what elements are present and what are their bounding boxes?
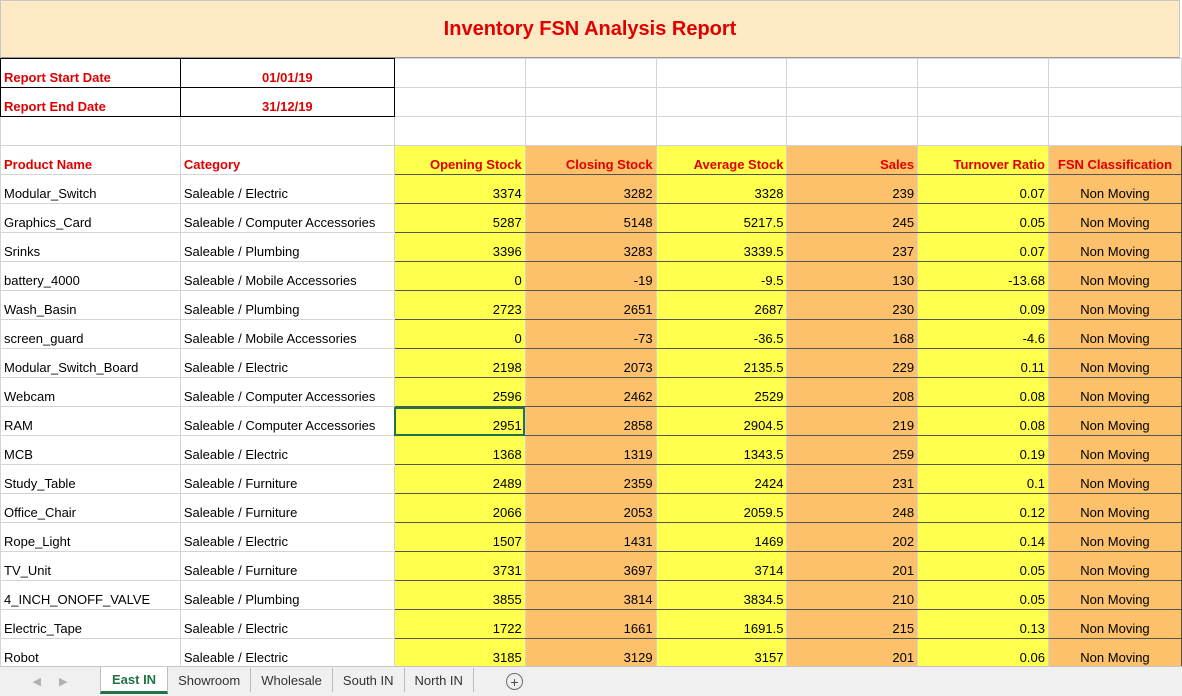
sheet-tab-bar: [0, 666, 1182, 696]
header-fsn-classification[interactable]: FSN Classification: [1048, 146, 1181, 175]
closing-stock-cell[interactable]: 3697: [525, 552, 656, 581]
report-title-cell[interactable]: [0, 0, 1180, 58]
scroll-left-icon[interactable]: ◀: [32, 676, 41, 688]
product-name-cell[interactable]: Office_Chair: [1, 494, 181, 523]
closing-stock-cell[interactable]: 2651: [525, 291, 656, 320]
opening-stock-cell[interactable]: 3731: [394, 552, 525, 581]
closing-stock-cell[interactable]: 1319: [525, 436, 656, 465]
header-product-name[interactable]: Product Name: [1, 146, 181, 175]
empty-cell[interactable]: [394, 59, 525, 88]
average-stock-cell[interactable]: 3157: [656, 639, 787, 667]
closing-stock-cell[interactable]: -73: [525, 320, 656, 349]
turnover-ratio-cell[interactable]: 0.06: [918, 639, 1049, 667]
opening-stock-cell[interactable]: 3185: [394, 639, 525, 667]
empty-cell[interactable]: [1048, 117, 1181, 146]
product-name-cell[interactable]: MCB: [1, 436, 181, 465]
table-row: [1, 494, 1182, 523]
table-row: [1, 175, 1182, 204]
table-row: [1, 523, 1182, 552]
average-stock-cell[interactable]: 2904.5: [656, 407, 787, 436]
sheet-tab-north-in[interactable]: North IN: [405, 668, 474, 692]
opening-stock-cell[interactable]: 3396: [394, 233, 525, 262]
sales-cell[interactable]: 245: [787, 204, 918, 233]
header-category[interactable]: Category: [180, 146, 394, 175]
empty-cell[interactable]: [394, 117, 525, 146]
sales-cell[interactable]: 219: [787, 407, 918, 436]
empty-cell[interactable]: [918, 59, 1049, 88]
table-row: [1, 233, 1182, 262]
average-stock-cell[interactable]: 1691.5: [656, 610, 787, 639]
average-stock-cell[interactable]: 3714: [656, 552, 787, 581]
closing-stock-cell[interactable]: 2053: [525, 494, 656, 523]
product-name-cell[interactable]: 4_INCH_ONOFF_VALVE: [1, 581, 181, 610]
opening-stock-cell[interactable]: 1368: [394, 436, 525, 465]
empty-cell[interactable]: [1, 117, 181, 146]
sales-cell[interactable]: 201: [787, 639, 918, 667]
header-average-stock[interactable]: Average Stock: [656, 146, 787, 175]
turnover-ratio-cell[interactable]: -4.6: [918, 320, 1049, 349]
sales-cell[interactable]: 237: [787, 233, 918, 262]
table-row: [1, 204, 1182, 233]
fsn-classification-cell[interactable]: Non Moving: [1048, 204, 1181, 233]
fsn-classification-cell[interactable]: Non Moving: [1048, 378, 1181, 407]
turnover-ratio-cell[interactable]: 0.13: [918, 610, 1049, 639]
report-end-value[interactable]: 31/12/19: [180, 88, 394, 117]
average-stock-cell[interactable]: 2687: [656, 291, 787, 320]
turnover-ratio-cell[interactable]: 0.05: [918, 204, 1049, 233]
table-row: [1, 639, 1182, 667]
turnover-ratio-cell[interactable]: 0.05: [918, 581, 1049, 610]
fsn-classification-cell[interactable]: Non Moving: [1048, 349, 1181, 378]
sheet-tab-east-in[interactable]: East IN: [100, 667, 168, 694]
category-cell[interactable]: Saleable / Electric: [180, 610, 394, 639]
product-name-cell[interactable]: screen_guard: [1, 320, 181, 349]
opening-stock-cell[interactable]: 3855: [394, 581, 525, 610]
report-start-label[interactable]: Report Start Date: [1, 59, 181, 88]
fsn-classification-cell[interactable]: Non Moving: [1048, 465, 1181, 494]
opening-stock-cell[interactable]: 2198: [394, 349, 525, 378]
empty-cell[interactable]: [1048, 88, 1181, 117]
opening-stock-cell[interactable]: 2723: [394, 291, 525, 320]
closing-stock-cell[interactable]: 2073: [525, 349, 656, 378]
closing-stock-cell[interactable]: 2359: [525, 465, 656, 494]
empty-cell[interactable]: [918, 88, 1049, 117]
closing-stock-cell[interactable]: 1661: [525, 610, 656, 639]
fsn-classification-cell[interactable]: Non Moving: [1048, 610, 1181, 639]
product-name-cell[interactable]: Modular_Switch: [1, 175, 181, 204]
average-stock-cell[interactable]: 2529: [656, 378, 787, 407]
fsn-classification-cell[interactable]: Non Moving: [1048, 436, 1181, 465]
closing-stock-cell[interactable]: 3814: [525, 581, 656, 610]
table-row: [1, 320, 1182, 349]
average-stock-cell[interactable]: 3328: [656, 175, 787, 204]
average-stock-cell[interactable]: 2135.5: [656, 349, 787, 378]
closing-stock-cell[interactable]: 1431: [525, 523, 656, 552]
empty-cell[interactable]: [525, 117, 656, 146]
turnover-ratio-cell[interactable]: 0.12: [918, 494, 1049, 523]
sheet-tab-south-in[interactable]: South IN: [333, 668, 405, 692]
category-cell[interactable]: Saleable / Electric: [180, 436, 394, 465]
category-cell[interactable]: Saleable / Plumbing: [180, 291, 394, 320]
fsn-classification-cell[interactable]: Non Moving: [1048, 262, 1181, 291]
closing-stock-cell[interactable]: -19: [525, 262, 656, 291]
table-row: [1, 407, 1182, 436]
turnover-ratio-cell[interactable]: 0.19: [918, 436, 1049, 465]
product-name-cell[interactable]: Modular_Switch_Board: [1, 349, 181, 378]
category-cell[interactable]: Saleable / Plumbing: [180, 581, 394, 610]
average-stock-cell[interactable]: -9.5: [656, 262, 787, 291]
category-cell[interactable]: Saleable / Computer Accessories: [180, 407, 394, 436]
empty-cell[interactable]: [656, 59, 787, 88]
fsn-classification-cell[interactable]: Non Moving: [1048, 552, 1181, 581]
turnover-ratio-cell[interactable]: 0.09: [918, 291, 1049, 320]
sales-cell[interactable]: 231: [787, 465, 918, 494]
fsn-classification-cell[interactable]: Non Moving: [1048, 175, 1181, 204]
average-stock-cell[interactable]: -36.5: [656, 320, 787, 349]
closing-stock-cell[interactable]: 2462: [525, 378, 656, 407]
fsn-classification-cell[interactable]: Non Moving: [1048, 523, 1181, 552]
header-opening-stock[interactable]: Opening Stock: [394, 146, 525, 175]
fsn-classification-cell[interactable]: Non Moving: [1048, 320, 1181, 349]
opening-stock-cell[interactable]: 0: [394, 320, 525, 349]
turnover-ratio-cell[interactable]: -13.68: [918, 262, 1049, 291]
header-turnover-ratio[interactable]: Turnover Ratio: [918, 146, 1049, 175]
empty-cell[interactable]: [394, 88, 525, 117]
fsn-classification-cell[interactable]: Non Moving: [1048, 233, 1181, 262]
turnover-ratio-cell[interactable]: 0.07: [918, 233, 1049, 262]
empty-cell[interactable]: [525, 88, 656, 117]
turnover-ratio-cell[interactable]: 0.11: [918, 349, 1049, 378]
report-title: Inventory FSN Analysis Report: [443, 17, 737, 40]
sales-cell[interactable]: 229: [787, 349, 918, 378]
category-cell[interactable]: Saleable / Computer Accessories: [180, 378, 394, 407]
sales-cell[interactable]: 201: [787, 552, 918, 581]
opening-stock-cell[interactable]: 1722: [394, 610, 525, 639]
average-stock-cell[interactable]: 3339.5: [656, 233, 787, 262]
category-cell[interactable]: Saleable / Furniture: [180, 494, 394, 523]
empty-cell[interactable]: [180, 117, 394, 146]
sales-cell[interactable]: 208: [787, 378, 918, 407]
table-row: [1, 610, 1182, 639]
turnover-ratio-cell[interactable]: 0.08: [918, 407, 1049, 436]
sales-cell[interactable]: 130: [787, 262, 918, 291]
empty-cell[interactable]: [525, 59, 656, 88]
table-row: [1, 552, 1182, 581]
product-name-cell[interactable]: RAM: [1, 407, 181, 436]
category-cell[interactable]: Saleable / Electric: [180, 523, 394, 552]
product-name-cell[interactable]: Study_Table: [1, 465, 181, 494]
empty-cell[interactable]: [787, 88, 918, 117]
report-end-label[interactable]: Report End Date: [1, 88, 181, 117]
sales-cell[interactable]: 215: [787, 610, 918, 639]
turnover-ratio-cell[interactable]: 0.1: [918, 465, 1049, 494]
average-stock-cell[interactable]: 2059.5: [656, 494, 787, 523]
opening-stock-cell[interactable]: 3374: [394, 175, 525, 204]
sheet-tabs: [100, 667, 474, 696]
table-row: [1, 436, 1182, 465]
turnover-ratio-cell[interactable]: 0.07: [918, 175, 1049, 204]
turnover-ratio-cell[interactable]: 0.05: [918, 552, 1049, 581]
product-name-cell[interactable]: Srinks: [1, 233, 181, 262]
fsn-classification-cell[interactable]: Non Moving: [1048, 291, 1181, 320]
table-row: [1, 349, 1182, 378]
report-grid[interactable]: [0, 58, 1182, 666]
fsn-classification-cell[interactable]: Non Moving: [1048, 639, 1181, 667]
category-cell[interactable]: Saleable / Mobile Accessories: [180, 262, 394, 291]
category-cell[interactable]: Saleable / Mobile Accessories: [180, 320, 394, 349]
closing-stock-cell[interactable]: 3129: [525, 639, 656, 667]
table-row: [1, 291, 1182, 320]
column-header-row: [1, 146, 1182, 175]
empty-cell[interactable]: [656, 88, 787, 117]
report-start-value[interactable]: 01/01/19: [180, 59, 394, 88]
sheet-tab-showroom[interactable]: Showroom: [168, 668, 251, 692]
table-row: [1, 465, 1182, 494]
opening-stock-cell[interactable]: 2951: [394, 407, 525, 436]
product-name-cell[interactable]: TV_Unit: [1, 552, 181, 581]
sales-cell[interactable]: 168: [787, 320, 918, 349]
sheet-nav: [0, 667, 100, 696]
sheet-tab-wholesale[interactable]: Wholesale: [251, 668, 333, 692]
category-cell[interactable]: Saleable / Furniture: [180, 465, 394, 494]
fsn-classification-cell[interactable]: Non Moving: [1048, 407, 1181, 436]
fsn-classification-cell[interactable]: Non Moving: [1048, 494, 1181, 523]
closing-stock-cell[interactable]: 2858: [525, 407, 656, 436]
opening-stock-cell[interactable]: 0: [394, 262, 525, 291]
closing-stock-cell[interactable]: 3283: [525, 233, 656, 262]
sales-cell[interactable]: 239: [787, 175, 918, 204]
scroll-right-icon[interactable]: ▶: [59, 676, 68, 688]
product-name-cell[interactable]: Wash_Basin: [1, 291, 181, 320]
opening-stock-cell[interactable]: 2489: [394, 465, 525, 494]
empty-cell[interactable]: [787, 117, 918, 146]
opening-stock-cell[interactable]: 2596: [394, 378, 525, 407]
category-cell[interactable]: Saleable / Furniture: [180, 552, 394, 581]
average-stock-cell[interactable]: 1343.5: [656, 436, 787, 465]
empty-cell[interactable]: [918, 117, 1049, 146]
sales-cell[interactable]: 202: [787, 523, 918, 552]
product-name-cell[interactable]: Webcam: [1, 378, 181, 407]
fsn-classification-cell[interactable]: Non Moving: [1048, 581, 1181, 610]
product-name-cell[interactable]: Graphics_Card: [1, 204, 181, 233]
product-name-cell[interactable]: Electric_Tape: [1, 610, 181, 639]
product-name-cell[interactable]: battery_4000: [1, 262, 181, 291]
turnover-ratio-cell[interactable]: 0.14: [918, 523, 1049, 552]
average-stock-cell[interactable]: 3834.5: [656, 581, 787, 610]
average-stock-cell[interactable]: 1469: [656, 523, 787, 552]
product-name-cell[interactable]: Robot: [1, 639, 181, 667]
category-cell[interactable]: Saleable / Electric: [180, 349, 394, 378]
table-row: [1, 262, 1182, 291]
opening-stock-cell[interactable]: 2066: [394, 494, 525, 523]
closing-stock-cell[interactable]: 3282: [525, 175, 656, 204]
header-closing-stock[interactable]: Closing Stock: [525, 146, 656, 175]
turnover-ratio-cell[interactable]: 0.08: [918, 378, 1049, 407]
sales-cell[interactable]: 230: [787, 291, 918, 320]
table-row: [1, 378, 1182, 407]
sales-cell[interactable]: 210: [787, 581, 918, 610]
empty-cell[interactable]: [656, 117, 787, 146]
category-cell[interactable]: Saleable / Electric: [180, 639, 394, 667]
opening-stock-cell[interactable]: 1507: [394, 523, 525, 552]
average-stock-cell[interactable]: 2424: [656, 465, 787, 494]
table-row: [1, 581, 1182, 610]
add-sheet-icon[interactable]: +: [506, 673, 523, 690]
average-stock-cell[interactable]: 5217.5: [656, 204, 787, 233]
category-cell[interactable]: Saleable / Computer Accessories: [180, 204, 394, 233]
empty-cell[interactable]: [787, 59, 918, 88]
header-sales[interactable]: Sales: [787, 146, 918, 175]
category-cell[interactable]: Saleable / Plumbing: [180, 233, 394, 262]
sales-cell[interactable]: 259: [787, 436, 918, 465]
product-name-cell[interactable]: Rope_Light: [1, 523, 181, 552]
category-cell[interactable]: Saleable / Electric: [180, 175, 394, 204]
sales-cell[interactable]: 248: [787, 494, 918, 523]
opening-stock-cell[interactable]: 5287: [394, 204, 525, 233]
empty-cell[interactable]: [1048, 59, 1181, 88]
closing-stock-cell[interactable]: 5148: [525, 204, 656, 233]
